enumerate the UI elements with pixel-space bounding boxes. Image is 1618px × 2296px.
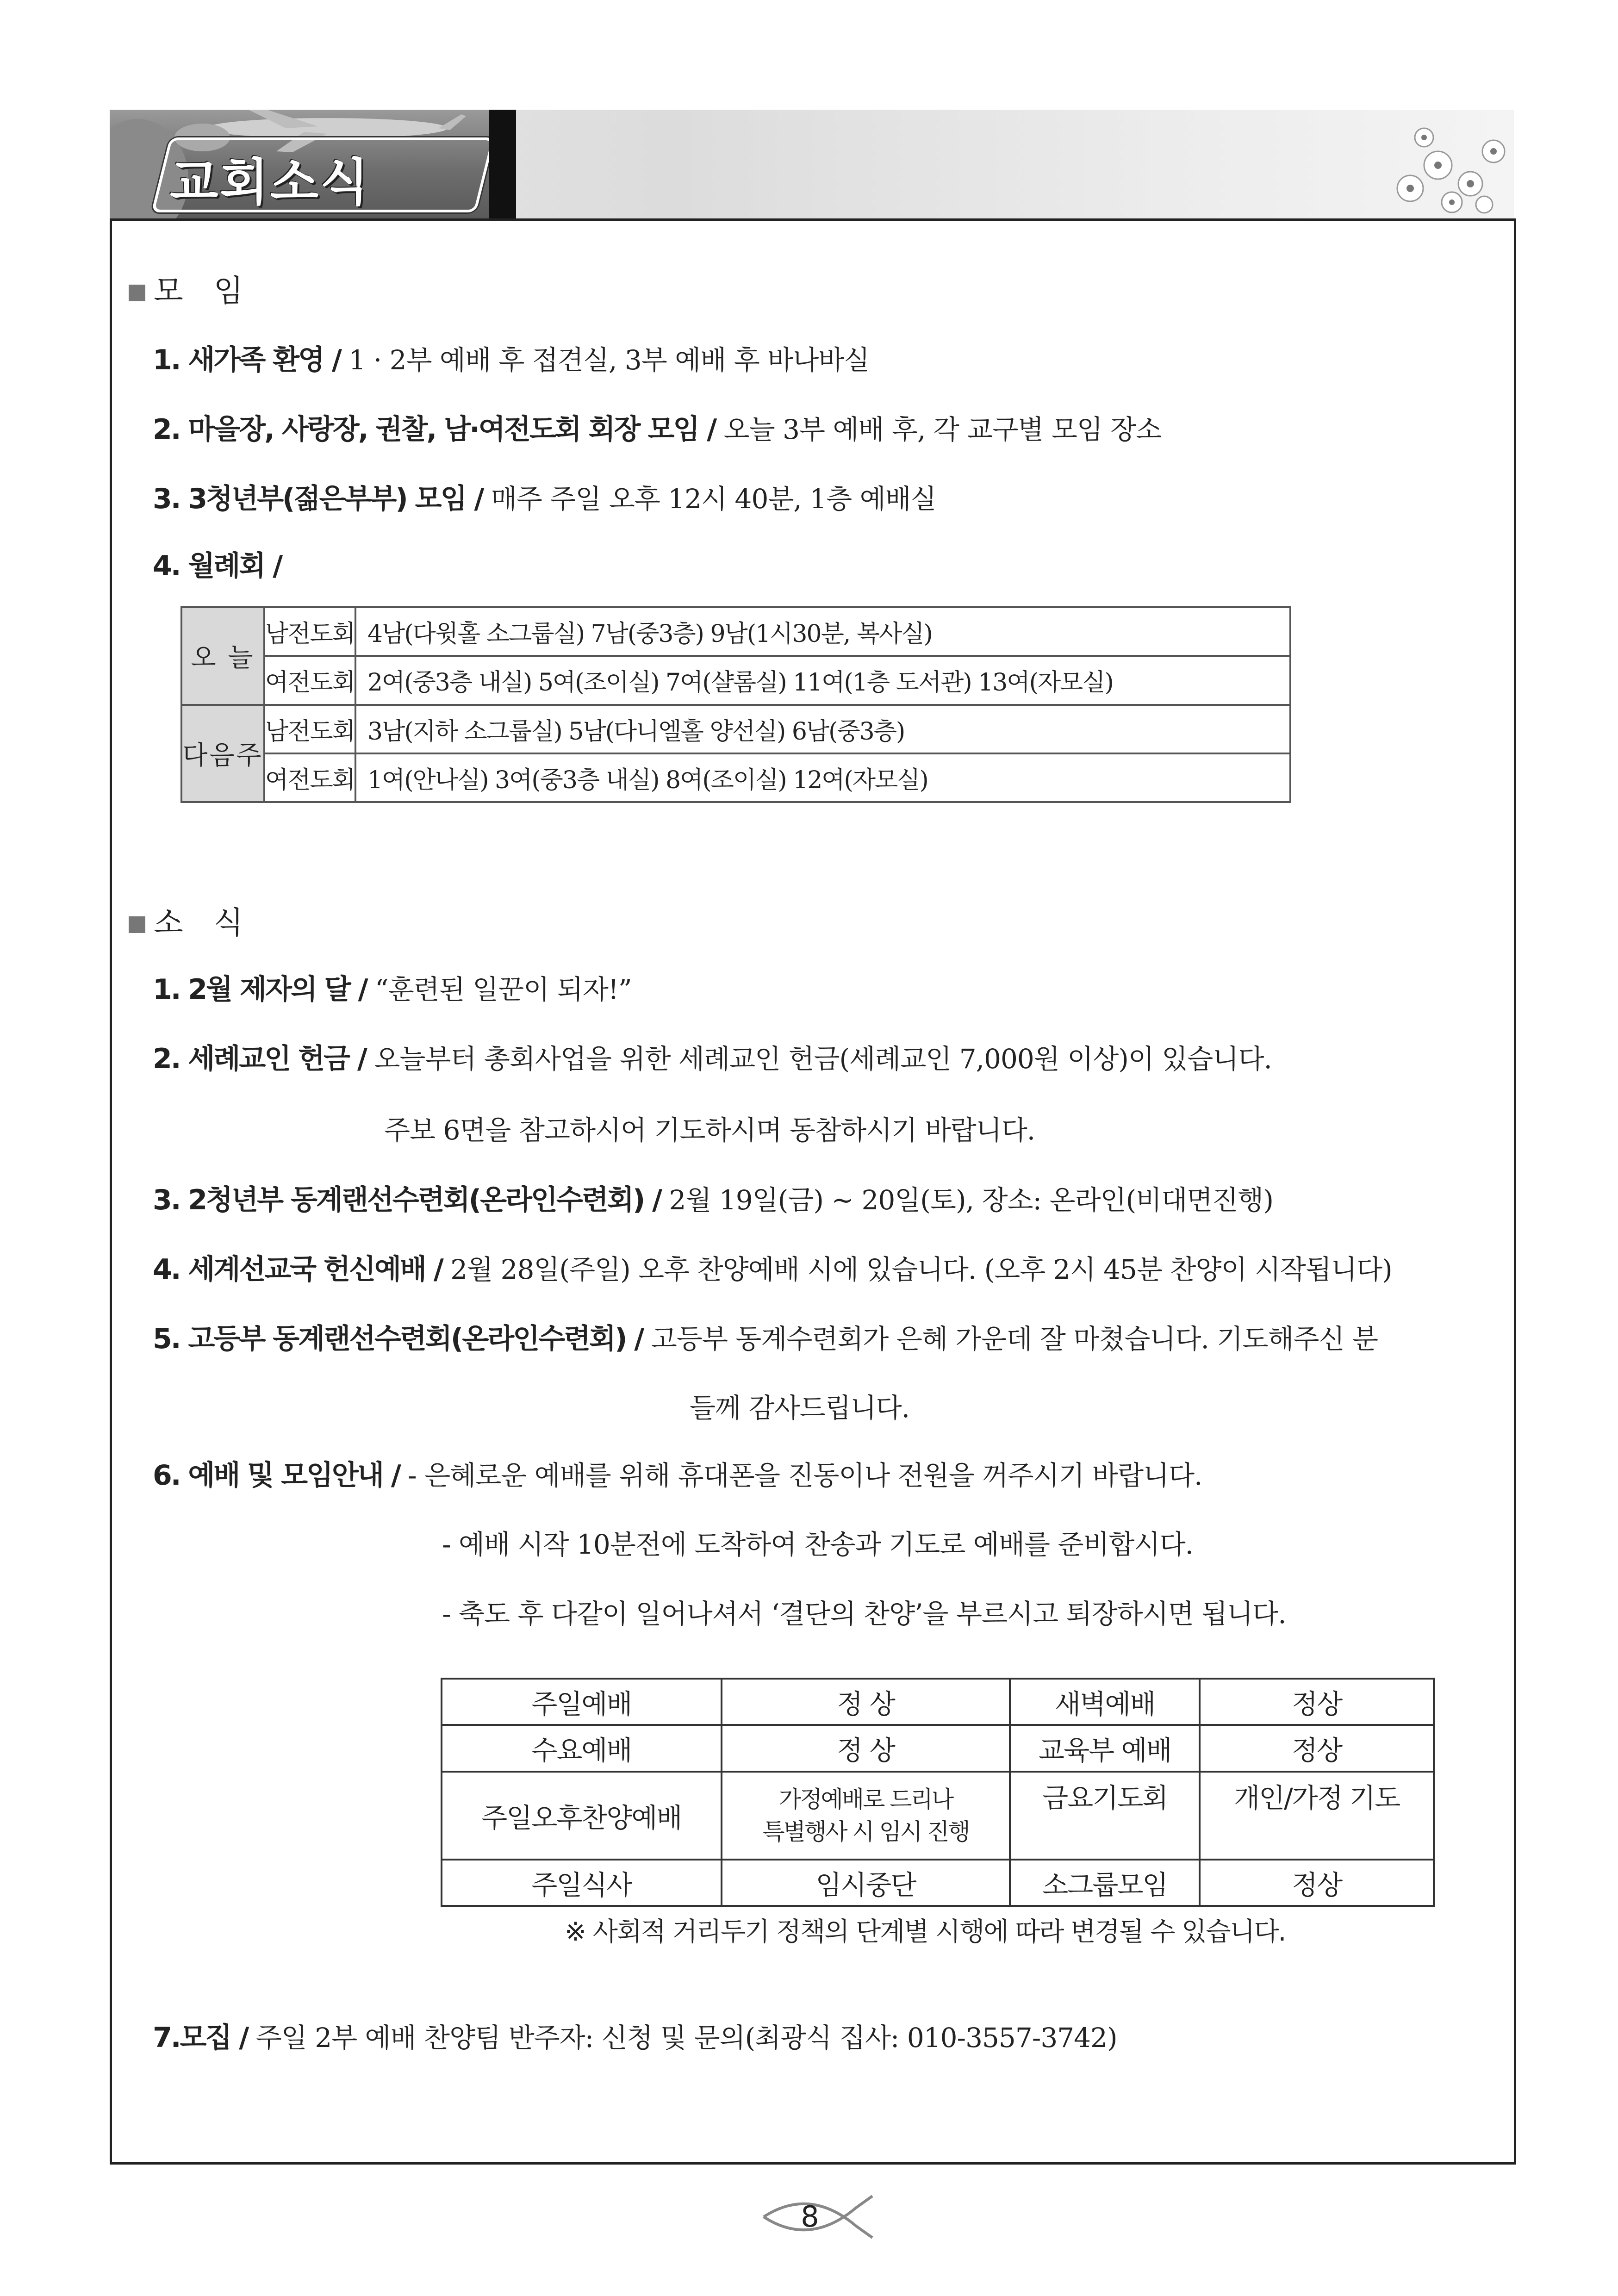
page-number-ornament — [754, 2191, 884, 2242]
table-cell: 임시중단 — [722, 1860, 1010, 1906]
group-detail: 4남(다윗홀 소그룹실) 7남(중3층) 9남(1시30분, 복사실) — [355, 607, 1290, 656]
meeting-item-1: 1. 새가족 환영 / 1 · 2부 예배 후 접견실, 3부 예배 후 바나바실 — [153, 344, 870, 376]
meeting-item-3: 3. 3청년부(젊은부부) 모임 / 매주 주일 오후 12시 40분, 1층 예배실 — [153, 483, 936, 515]
table-cell: 새벽예배 — [1010, 1679, 1200, 1725]
news-item-6-continued-2: - 축도 후 다같이 일어나셔서 ‘결단의 찬양’을 부르시고 퇴장하시면 됩니다. — [442, 1598, 1286, 1630]
group-label: 다음주 — [181, 705, 264, 803]
news-item-5: 5. 고등부 동계랜선수련회(온라인수련회) / 고등부 동계수련회가 은혜 가운데 잘 마쳤습니다. 기도해주신 분 — [153, 1323, 1378, 1355]
news-item-7: 7.모집 / 주일 2부 예배 찬양팀 반주자: 신청 및 문의(최광식 집사: 010-3557-3742) — [153, 2022, 1117, 2054]
group-sub-label: 남전도회 — [264, 705, 355, 753]
flower-decoration-icon — [1382, 110, 1514, 218]
table-cell: 수요예배 — [442, 1725, 722, 1771]
service-status-table — [441, 1678, 1435, 1907]
news-item-2: 2. 세례교인 헌금 / 오늘부터 총회사업을 위한 세례교인 헌금(세례교인 7,000원 이상)이 있습니다. — [153, 1043, 1272, 1075]
news-item-4: 4. 세계선교국 헌신예배 / 2월 28일(주일) 오후 찬양예배 시에 있습니다. (오후 2시 45분 찬양이 시작됩니다) — [153, 1253, 1392, 1286]
section-heading-meetings: 모 임 — [129, 266, 243, 310]
header-banner — [110, 110, 1514, 218]
bullet-square-icon — [129, 916, 145, 933]
table-cell: 소그룹모임 — [1010, 1860, 1200, 1906]
group-detail: 3남(지하 소그룹실) 5남(다니엘홀 양선실) 6남(중3층) — [355, 705, 1290, 753]
table-cell: 주일예배 — [442, 1679, 722, 1725]
news-item-6: 6. 예배 및 모임안내 / - 은혜로운 예배를 위해 휴대폰을 진동이나 전원을 꺼주시기 바랍니다. — [153, 1459, 1202, 1492]
news-item-1: 1. 2월 제자의 달 / “훈련된 일꾼이 되자!” — [153, 973, 632, 1006]
table-cell: 주일오후찬양예배 — [442, 1772, 722, 1860]
table-cell: 정 상 — [722, 1725, 1010, 1771]
table-row — [181, 656, 1290, 704]
table-row — [442, 1725, 1434, 1771]
table-row — [181, 705, 1290, 753]
table-row — [442, 1679, 1434, 1725]
table-cell: 금요기도회 — [1010, 1772, 1200, 1860]
table-row — [442, 1772, 1434, 1860]
section-heading-news: 소 식 — [129, 898, 243, 942]
group-sub-label: 여전도회 — [264, 656, 355, 704]
table-cell: 정상 — [1200, 1860, 1434, 1906]
meeting-item-2: 2. 마을장, 사랑장, 권찰, 남·여전도회 회장 모임 / 오늘 3부 예배 후, 각 교구별 모임 장소 — [153, 413, 1162, 446]
table-cell: 정상 — [1200, 1725, 1434, 1771]
table-cell: 가정예배로 드리나 특별행사 시 임시 진행 — [722, 1772, 1010, 1860]
page-number: 8 — [801, 2200, 819, 2234]
group-label: 오 늘 — [181, 607, 264, 705]
table-cell: 정상 — [1200, 1679, 1434, 1725]
table-row — [181, 753, 1290, 802]
monthly-meeting-table — [180, 606, 1291, 803]
service-table-note: ※ 사회적 거리두기 정책의 단계별 시행에 따라 변경될 수 있습니다. — [565, 1917, 1286, 1947]
banner-divider — [489, 110, 516, 218]
news-item-5-continued: 들께 감사드립니다. — [690, 1392, 910, 1424]
table-cell: 주일식사 — [442, 1860, 722, 1906]
group-sub-label: 여전도회 — [264, 753, 355, 802]
bullet-square-icon — [129, 285, 145, 301]
group-detail: 2여(중3층 내실) 5여(조이실) 7여(샬롬실) 11여(1층 도서관) 13여(자모실) — [355, 656, 1290, 704]
meeting-item-4: 4. 월례회 / — [153, 550, 282, 582]
table-row — [442, 1860, 1434, 1906]
table-row — [181, 607, 1290, 656]
news-item-2-continued: 주보 6면을 참고하시어 기도하시며 동참하시기 바랍니다. — [384, 1114, 1035, 1146]
group-detail: 1여(안나실) 3여(중3층 내실) 8여(조이실) 12여(자모실) — [355, 753, 1290, 802]
news-item-3: 3. 2청년부 동계랜선수련회(온라인수련회) / 2월 19일(금) ~ 20일(토), 장소: 온라인(비대면진행) — [153, 1184, 1273, 1216]
page-title: 교회소식 — [170, 154, 371, 212]
table-cell: 정 상 — [722, 1679, 1010, 1725]
group-sub-label: 남전도회 — [264, 607, 355, 656]
table-cell: 개인/가정 기도 — [1200, 1772, 1434, 1860]
news-item-6-continued: - 예배 시작 10분전에 도착하여 찬송과 기도로 예배를 준비합시다. — [442, 1529, 1194, 1560]
table-cell: 교육부 예배 — [1010, 1725, 1200, 1771]
